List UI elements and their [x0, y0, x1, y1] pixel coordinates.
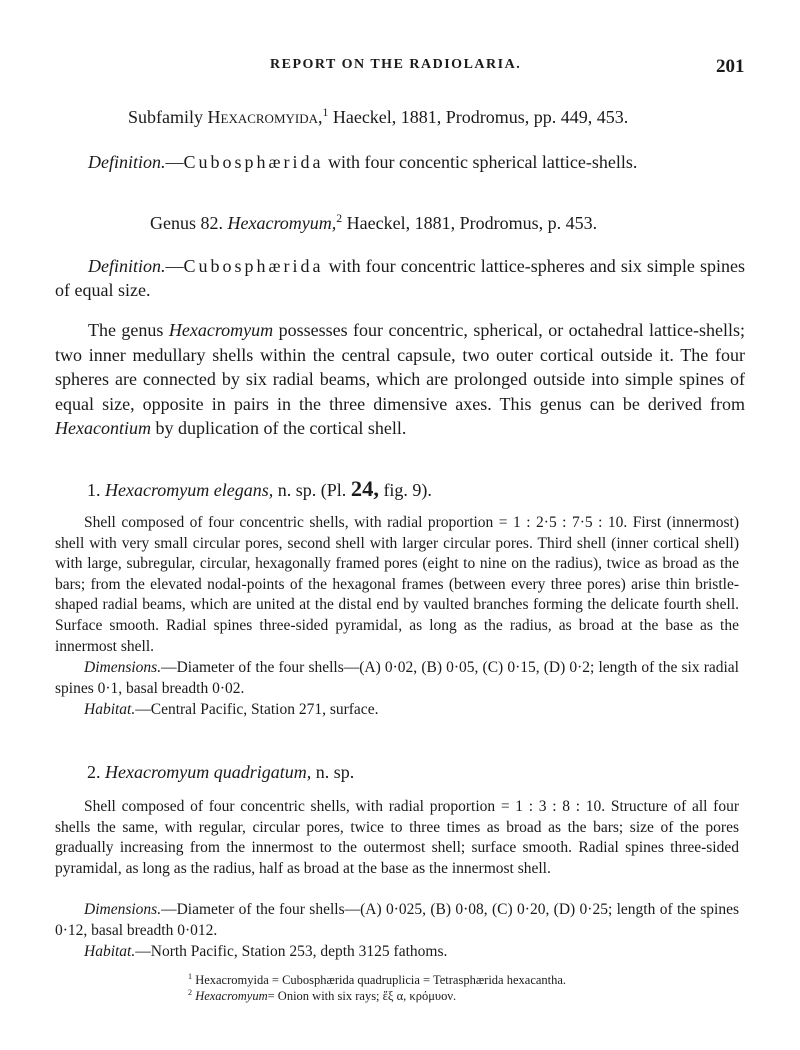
genus-heading	[150, 212, 597, 234]
subfamily-label: Subfamily	[128, 107, 203, 127]
definition-dash: —	[165, 152, 184, 172]
species-2-description: Shell composed of four concentric shells, with radial proportion = 1 : 3 : 8 : 10. Structure of all four shells the same, with regular, circular pores, twice to three times as broad as the bars; size of the pores gradually increasing from the innermost to the outermost shell; surface smooth. Radial spines three-sided pyramidal, as long as the radius, half as broad at the base as the innermost shell.	[55, 798, 739, 877]
definition-group: Cubosphærida	[183, 152, 324, 172]
subfamily-citation: Haeckel, 1881, Prodromus, pp. 449, 453.	[332, 107, 629, 127]
dimensions-label: Dimensions.	[84, 659, 162, 676]
species-number: 2.	[87, 762, 101, 782]
footnote-text: = Onion with six rays; ἕξ α, κρόμυον.	[267, 989, 457, 1004]
habitat-text: —North Pacific, Station 253, depth 3125 fathoms.	[135, 943, 448, 960]
footnote-text: Hexacromyida = Cubosphærida quadruplicia = Tetrasphærida hexacantha.	[195, 973, 567, 988]
definition-label: Definition.	[88, 256, 166, 276]
subfamily-definition	[88, 152, 637, 173]
definition-group: Cubosphærida	[183, 256, 324, 276]
species-1-description: Shell composed of four concentric shells, with radial proportion = 1 : 2·5 : 7·5 : 10. First (innermost) shell with very small circular pores, second shell with larger circular pores. Third shell (inner cortical shell) with large, subregular, circular, hexagonally framed pores (eight to nine on the radius), twice as broad as the bars; from the elevated nodal-points of the hexagonal frames (between every three pores) arise thin bristle-shaped radial beams, which are united at the distal end by vaulted branches forming the delicate fourth shell. Surface smooth. Radial spines three-sided pyramidal, as long as the radius, as broad at the base as the innermost shell.	[55, 514, 739, 655]
description-text: by duplication of the cortical shell.	[155, 418, 407, 438]
footnote-ref-1: 1	[322, 106, 329, 119]
description-ref-genus: Hexacontium	[55, 418, 151, 438]
genus-name: Hexacromyum,	[227, 213, 337, 233]
habitat-text: —Central Pacific, Station 271, surface.	[135, 701, 379, 718]
species-status: n. sp.	[277, 480, 317, 500]
footnote-ref-2: 2	[336, 212, 343, 225]
species-1-habitat	[84, 701, 378, 719]
species-name: Hexacromyum elegans,	[105, 480, 274, 500]
species-status: n. sp.	[315, 762, 355, 782]
species-name: Hexacromyum quadrigatum,	[105, 762, 312, 782]
species-2-habitat	[84, 943, 447, 961]
dimensions-text: —Diameter of the four shells—(A) 0·025, (B) 0·08, (C) 0·20, (D) 0·25; length of the spines 0·12, basal breadth 0·012.	[55, 901, 739, 939]
genus-definition	[55, 254, 745, 302]
definition-label: Definition.	[88, 152, 166, 172]
footnote-mark: 2	[188, 988, 193, 997]
description-genus-name: Hexacromyum	[168, 320, 274, 340]
species-1-heading	[87, 476, 432, 502]
species-2-dimensions	[55, 900, 739, 941]
genus-citation: Haeckel, 1881, Prodromus, p. 453.	[346, 213, 598, 233]
habitat-label: Habitat.	[84, 701, 136, 718]
definition-dash: —	[165, 256, 184, 276]
subfamily-name: Hexacromyida,	[207, 107, 323, 127]
species-2-heading	[87, 762, 354, 783]
dimensions-label: Dimensions.	[84, 901, 162, 918]
description-text: possesses four concentric, spherical, or octahedral lattice-shells; two inner medullary shells within the central capsule, two outer cortical outside it. The four spheres are connected by six radial beams, which are prolonged outside into simple spines of equal size, opposite in pairs in the three dimensive axes. This genus can be derived from	[55, 320, 746, 414]
subfamily-heading	[128, 106, 628, 128]
species-1-dimensions	[55, 658, 739, 699]
plate-ref: (Pl.	[320, 480, 347, 500]
habitat-label: Habitat.	[84, 943, 136, 960]
species-number: 1.	[87, 480, 101, 500]
description-text: The genus	[88, 320, 164, 340]
footnote-1	[188, 972, 566, 988]
plate-number: 24,	[350, 476, 379, 501]
definition-text: with four concentric lattice-spheres and six simple spines of equal size.	[55, 256, 745, 300]
footnote-2	[188, 988, 456, 1004]
footnote-mark: 1	[188, 972, 193, 981]
plate-figure: fig. 9).	[383, 480, 432, 500]
running-title: REPORT ON THE RADIOLARIA.	[270, 57, 522, 72]
dimensions-text: —Diameter of the four shells—(A) 0·02, (B) 0·05, (C) 0·15, (D) 0·2; length of the six radial spines 0·1, basal breadth 0·02.	[55, 659, 739, 697]
genus-description	[55, 318, 745, 441]
footnote-term: Hexacromyum	[195, 989, 268, 1004]
definition-text: with four concentic spherical lattice-shells.	[328, 152, 638, 172]
genus-prefix: Genus 82.	[150, 213, 223, 233]
page-number: 201	[716, 56, 745, 77]
